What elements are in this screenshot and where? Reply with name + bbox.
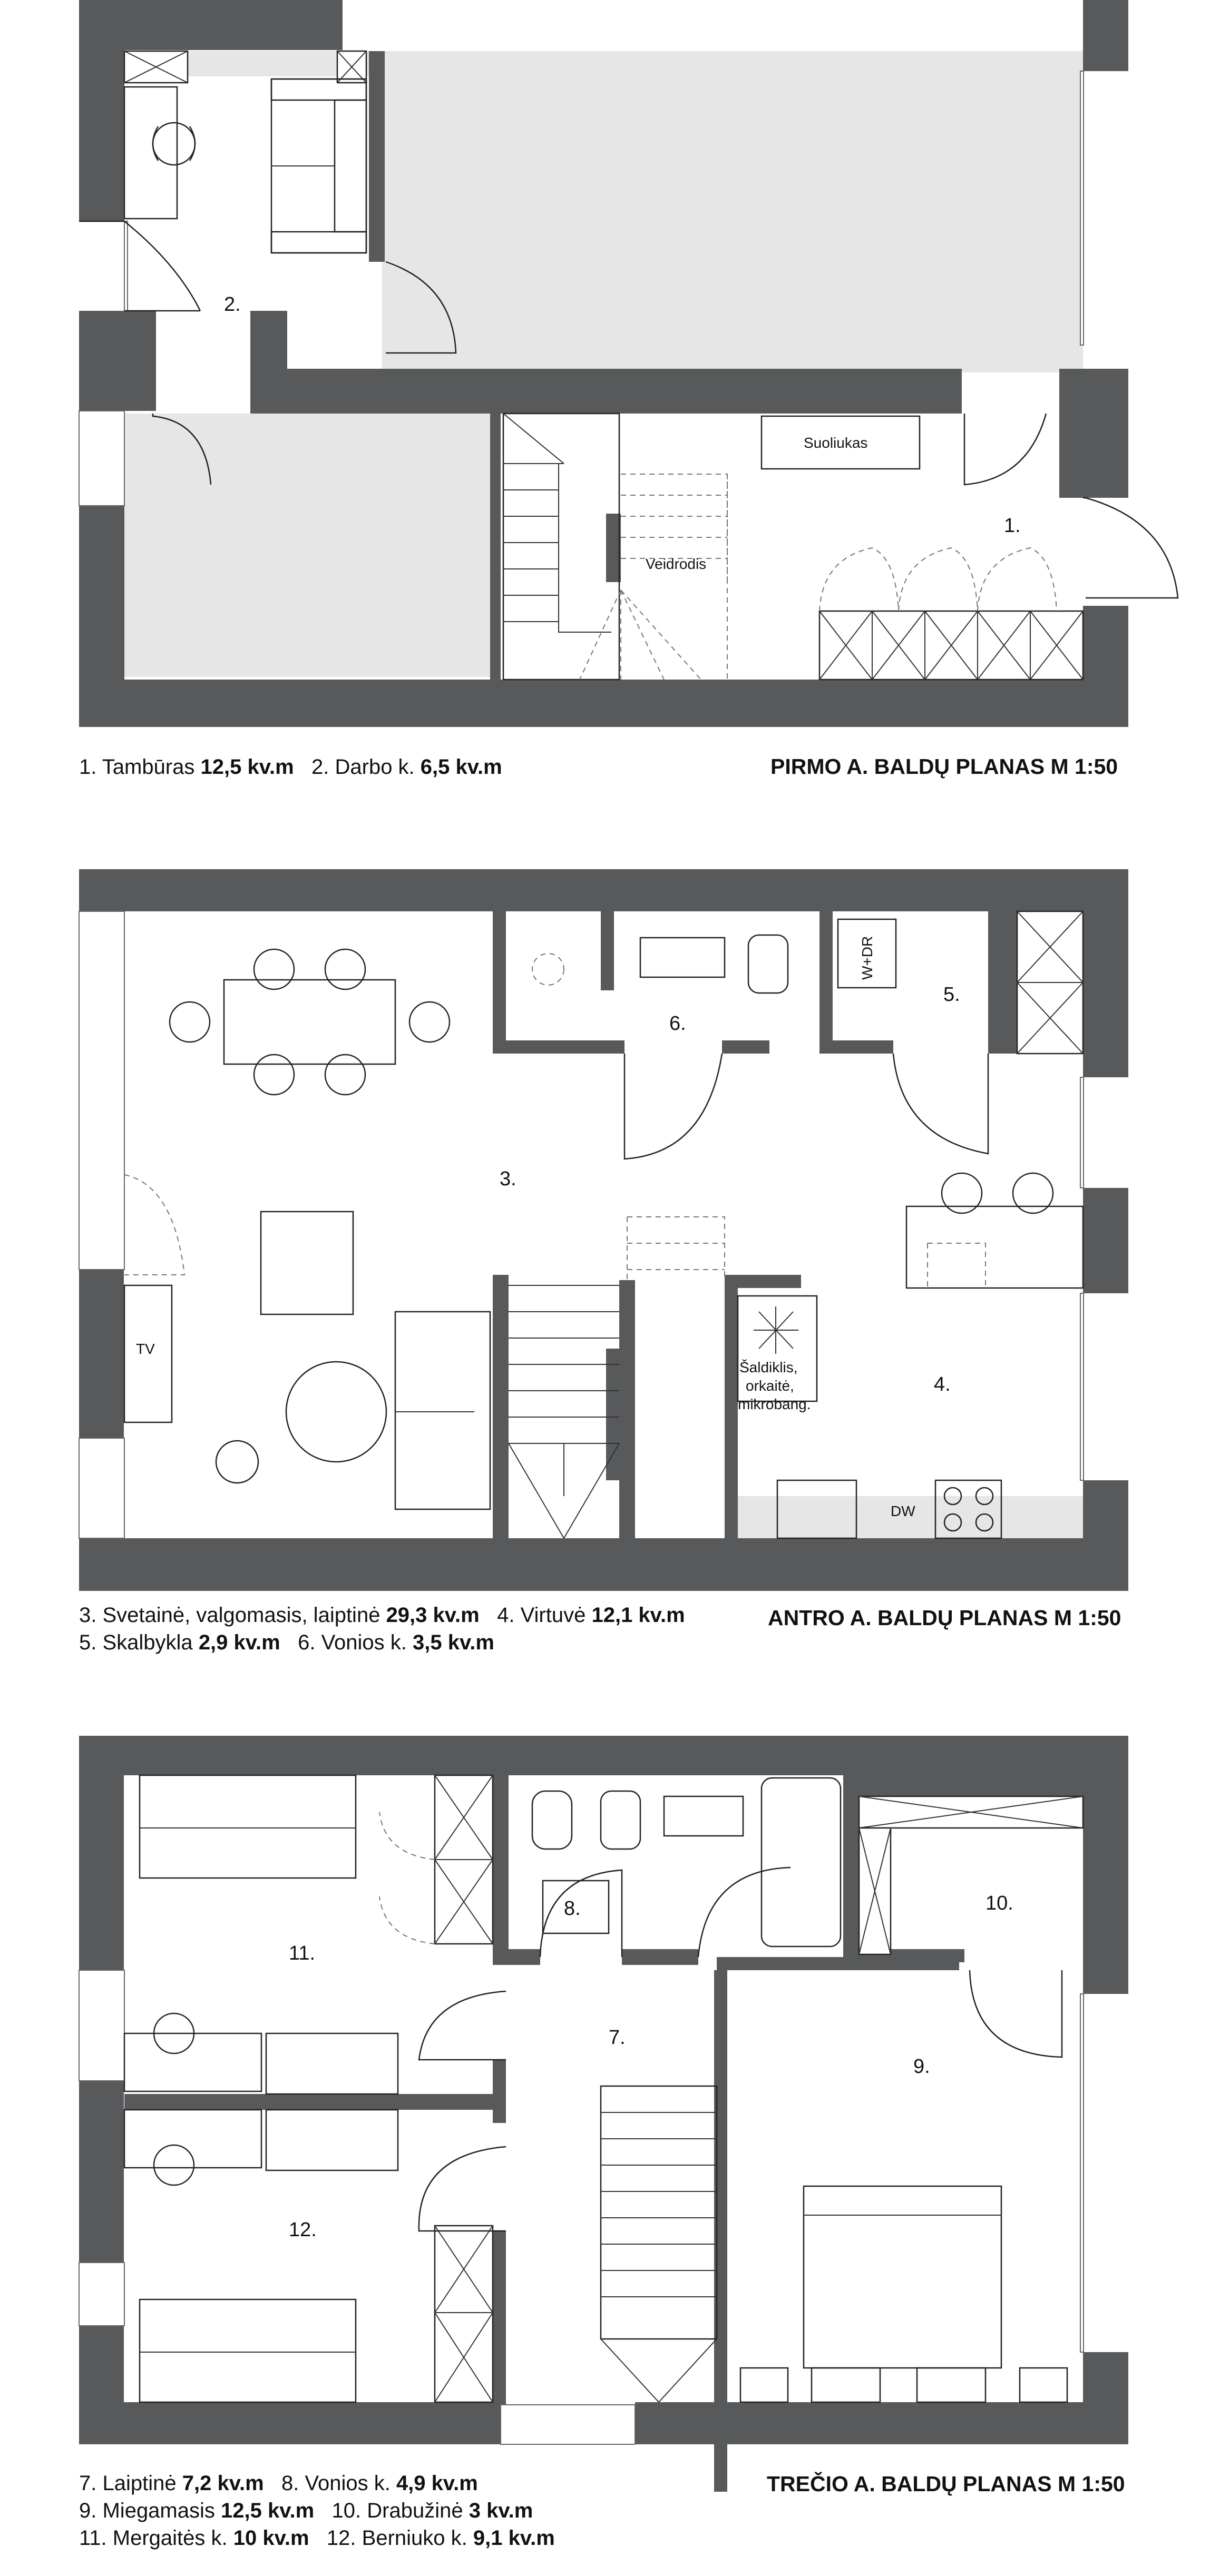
shaded-room-floor-1 xyxy=(124,414,493,677)
plan-title-floor-3: TREČIO A. BALDŲ PLANAS M 1:50 xyxy=(767,2472,1125,2496)
washer-dryer-label: W+DR xyxy=(859,936,875,980)
third-floor-plan xyxy=(79,1736,1128,2492)
double-bed xyxy=(804,2186,1001,2368)
window-floor-1 xyxy=(124,221,128,311)
coffee-table xyxy=(286,1362,386,1462)
window-floor-3 xyxy=(79,2263,124,2326)
chair-floor-1 xyxy=(153,123,195,165)
window-floor-2 xyxy=(79,911,124,1270)
door-floor-2 xyxy=(893,1054,988,1154)
toilet-floor-3 xyxy=(601,1791,640,1849)
balcony-door xyxy=(124,1175,184,1275)
window-floor-1 xyxy=(79,411,124,506)
bathtub xyxy=(762,1778,841,1946)
room-number-10: 10. xyxy=(985,1892,1013,1914)
unshaded-hall-floor-1 xyxy=(382,51,1083,372)
door-floor-3 xyxy=(419,1991,506,2060)
nightstand xyxy=(1020,2368,1067,2402)
desk-room-11 xyxy=(124,2033,261,2091)
mirror-label: Veidrodis xyxy=(646,556,707,572)
room-number-4: 4. xyxy=(934,1373,951,1395)
door-floor-1 xyxy=(964,414,1046,485)
room-number-9: 9. xyxy=(913,2056,930,2078)
walls-floor-3 xyxy=(79,1736,1128,2492)
room-number-11: 11. xyxy=(289,1942,316,1964)
window-floor-2 xyxy=(79,1438,124,1538)
window-floor-3 xyxy=(1080,1994,1084,2352)
window-floor-2 xyxy=(1080,1077,1084,1188)
bed-room-11 xyxy=(140,1775,356,1878)
door-floor-3 xyxy=(540,1870,622,1957)
sink-floor-2 xyxy=(640,938,725,977)
shower-drain xyxy=(532,953,564,985)
sink-floor-3 xyxy=(664,1796,743,1836)
door-floor-3 xyxy=(970,1970,1062,2057)
dining-set xyxy=(170,949,450,1095)
staircase-floor-3 xyxy=(601,2086,717,2402)
window-floor-2 xyxy=(1080,1293,1084,1480)
desk-floor-1 xyxy=(124,87,177,219)
window-floor-3 xyxy=(501,2405,635,2444)
wardrobe-room-12 xyxy=(435,2226,493,2402)
nightstand xyxy=(740,2368,788,2402)
room-number-6: 6. xyxy=(669,1012,686,1035)
room-number-1: 1. xyxy=(1004,515,1021,537)
bed-room-12 xyxy=(140,2299,356,2402)
room-number-2: 2. xyxy=(224,293,241,316)
plan-title-floor-1: PIRMO A. BALDŲ PLANAS M 1:50 xyxy=(770,754,1118,779)
fridge-label-2: orkaitė, xyxy=(746,1378,794,1394)
room-number-5: 5. xyxy=(943,984,960,1006)
room-number-7: 7. xyxy=(609,2027,626,2049)
sofa-floor-2 xyxy=(395,1312,490,1509)
second-floor-plan xyxy=(79,869,1128,1591)
door-floor-3 xyxy=(698,1867,791,1957)
plan-title-floor-2: ANTRO A. BALDŲ PLANAS M 1:50 xyxy=(768,1606,1121,1630)
room-list-floor-1: 1. Tambūras 12,5 kv.m 2. Darbo k. 6,5 kv.m xyxy=(79,755,502,779)
window-floor-3 xyxy=(79,1970,124,2081)
first-floor-plan xyxy=(79,0,1178,727)
fridge-label-3: mikrobang. xyxy=(738,1396,811,1412)
dishwasher-label: DW xyxy=(891,1503,915,1519)
shoe-cabinets xyxy=(819,548,1083,680)
fridge-label-1: Šaldiklis, xyxy=(739,1359,798,1375)
bar-counter xyxy=(906,1206,1083,1288)
door-floor-1 xyxy=(79,221,200,311)
armchair xyxy=(261,1212,353,1314)
door-floor-3 xyxy=(419,2147,506,2231)
room-number-3: 3. xyxy=(500,1168,516,1190)
room-number-12: 12. xyxy=(289,2219,317,2241)
toilet-floor-2 xyxy=(748,935,788,993)
tv-label: TV xyxy=(136,1341,155,1357)
window-floor-1 xyxy=(1080,71,1084,345)
entrance-door[interactable] xyxy=(1083,498,1178,598)
room-number-8: 8. xyxy=(564,1897,581,1920)
room-list-floor-3: 7. Laiptinė 7,2 kv.m 8. Vonios k. 4,9 kv.m 9. Miegamasis 12,5 kv.m 10. Drabužinė 3 kv.m 11. Mergaitės k. 10 kv.m 12. Berniuko k. 9,1 kv.m xyxy=(79,2472,555,2550)
bench-label: Suoliukas xyxy=(804,435,868,451)
door-floor-2 xyxy=(624,1054,722,1159)
bidet xyxy=(532,1791,572,1849)
lounge-chair xyxy=(216,1441,258,1483)
room-list-floor-2: 3. Svetainė, valgomasis, laiptinė 29,3 kv.m 4. Virtuvė 12,1 kv.m 5. Skalbykla 2,9 kv.m 6. Vonios k. 3,5 kv.m xyxy=(79,1604,685,1654)
